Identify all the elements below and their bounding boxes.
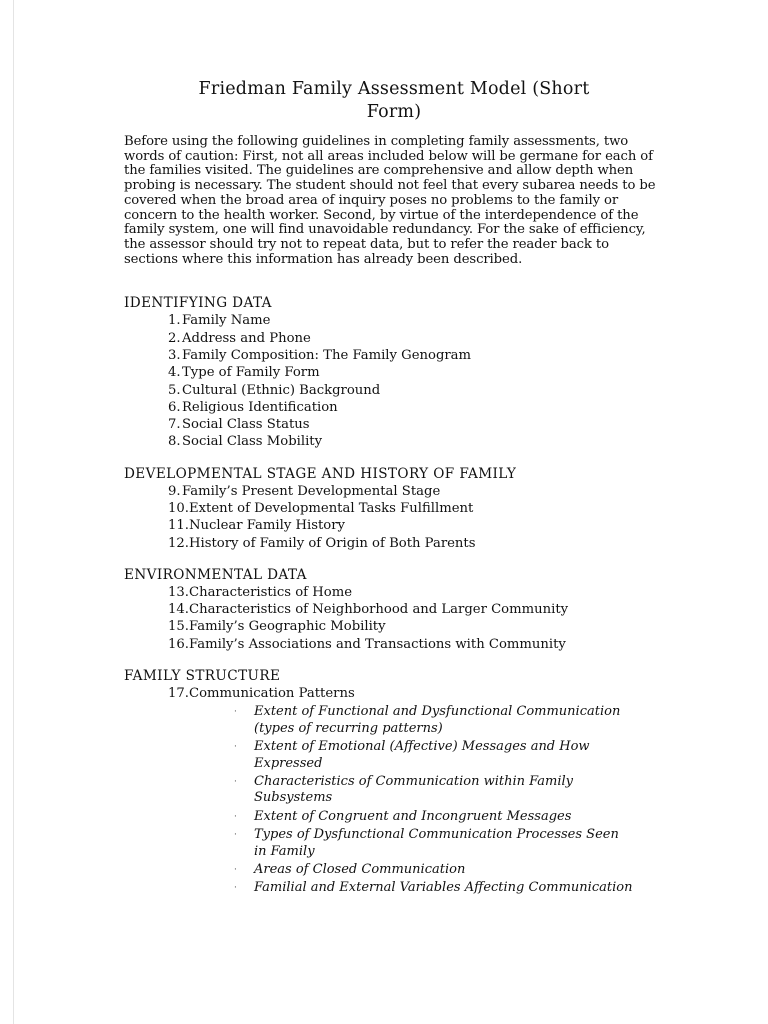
- list-item: [124, 535, 664, 552]
- sub-list-item: [168, 774, 634, 807]
- sub-item-list: [168, 704, 664, 896]
- list-item-label: Family’s Present Developmental Stage: [182, 483, 441, 499]
- bullet-icon: ·: [234, 776, 237, 787]
- list-item-label: Address and Phone: [182, 330, 311, 346]
- section-heading: IDENTIFYING DATA: [124, 295, 272, 312]
- list-item: [124, 584, 664, 601]
- list-item: [124, 636, 664, 653]
- list-item-number: 7.: [168, 417, 181, 433]
- list-item-label: Characteristics of Home: [188, 584, 352, 600]
- sub-list-item-label: Types of Dysfunctional Communication Processes Seen in Family: [254, 827, 619, 859]
- sub-list-item: [168, 880, 634, 897]
- sub-list-item-label: Familial and External Variables Affecting Communication: [254, 880, 633, 896]
- bullet-icon: ·: [234, 883, 237, 894]
- sub-list-item-label: Extent of Functional and Dysfunctional Communication (types of recurring patterns): [254, 704, 621, 736]
- list-item-label: Religious Identification: [182, 399, 338, 415]
- list-item: [124, 399, 664, 416]
- list-item: [124, 347, 664, 364]
- list-item-label: Extent of Developmental Tasks Fulfillment: [188, 501, 474, 516]
- list-item: [124, 685, 664, 897]
- list-item-label: Communication Patterns: [188, 686, 355, 702]
- list-item-label: Nuclear Family History: [188, 518, 345, 534]
- list-item-label: Social Class Mobility: [182, 434, 323, 450]
- bullet-icon: ·: [234, 830, 237, 841]
- bullet-icon: ·: [234, 707, 237, 718]
- list-item-number: 2.: [168, 330, 181, 346]
- list-item-number: 6.: [168, 399, 181, 415]
- page-edge: [13, 0, 14, 1024]
- list-item: [124, 618, 664, 635]
- intro-paragraph: Before using the following guidelines in completing family assessments, two words of caution: First, not all areas included below will be germane for each of the families visited. The guidelines are comprehensive and allow depth when probing is necessary. The student should not feel that every subarea needs to be covered when the broad area of inquiry poses no problems to the family or concern to the health worker. Second, by virtue of the interdependence of the family system, one will find unavoidable redundancy. For the sake of efficiency, the assessor should try not to repeat data, but to refer the reader back to sections where this information has already been described.: [124, 134, 656, 267]
- list-item: [124, 483, 664, 500]
- list-item: [124, 364, 664, 381]
- section: [124, 466, 664, 552]
- list-item-number: 5.: [168, 382, 181, 398]
- list-item: [124, 601, 664, 618]
- list-item-label: Family’s Geographic Mobility: [188, 619, 386, 635]
- section-item-list: [124, 685, 664, 897]
- list-item-number: 16.: [168, 636, 189, 652]
- section-item-list: [124, 584, 664, 653]
- sub-list-item: [168, 862, 634, 879]
- sub-list-item-label: Areas of Closed Communication: [254, 861, 466, 877]
- list-item: [124, 330, 664, 347]
- sub-list-item-label: Characteristics of Communication within Family Subsystems: [254, 773, 574, 806]
- list-item-label: Cultural (Ethnic) Background: [182, 382, 381, 398]
- list-item: [124, 382, 664, 399]
- list-item-number: 11.: [168, 518, 189, 534]
- list-item: [124, 517, 664, 534]
- sub-list-item: [168, 827, 634, 860]
- list-item-label: History of Family of Origin of Both Parents: [188, 535, 476, 551]
- list-item-number: 17.: [168, 686, 189, 702]
- list-item-number: 9.: [168, 483, 181, 499]
- sub-list-item-label: Extent of Congruent and Incongruent Messages: [254, 808, 572, 824]
- list-item: [124, 500, 664, 517]
- section-heading: DEVELOPMENTAL STAGE AND HISTORY OF FAMILY: [124, 465, 517, 482]
- list-item-number: 4.: [168, 365, 181, 381]
- list-item: [124, 416, 664, 433]
- list-item-number: 15.: [168, 619, 189, 635]
- list-item-number: 12.: [168, 535, 189, 551]
- list-item-label: Characteristics of Neighborhood and Larger Community: [188, 602, 569, 618]
- section: [124, 567, 664, 653]
- section-item-list: [124, 312, 664, 450]
- list-item-number: 1.: [168, 313, 181, 329]
- list-item-number: 13.: [168, 584, 189, 600]
- list-item-number: 8.: [168, 434, 181, 450]
- bullet-icon: ·: [234, 811, 237, 822]
- section-heading: FAMILY STRUCTURE: [124, 668, 281, 685]
- list-item-label: Type of Family Form: [182, 365, 320, 381]
- sub-list-item: [168, 704, 634, 737]
- sub-list-item: [168, 739, 634, 772]
- list-item-label: Family’s Associations and Transactions with Community: [188, 636, 566, 652]
- sub-list-item: [168, 809, 634, 826]
- list-item: [124, 312, 664, 329]
- sections-container: [124, 295, 664, 896]
- document-body: [124, 78, 664, 898]
- list-item-number: 14.: [168, 602, 189, 618]
- list-item-label: Family Composition: The Family Genogram: [182, 347, 472, 363]
- list-item-label: Social Class Status: [182, 417, 310, 433]
- bullet-icon: ·: [234, 742, 237, 753]
- list-item-label: Family Name: [182, 313, 271, 329]
- list-item: [124, 433, 664, 450]
- document-title: Friedman Family Assessment Model (Short Form): [198, 79, 590, 122]
- list-item-number: 3.: [168, 347, 181, 363]
- section: [124, 668, 664, 897]
- section: [124, 295, 664, 450]
- section-item-list: [124, 483, 664, 552]
- sub-list-item-label: Extent of Emotional (Affective) Messages and How Expressed: [254, 739, 590, 771]
- list-item-number: 10.: [168, 501, 189, 516]
- bullet-icon: ·: [234, 864, 237, 875]
- section-heading: ENVIRONMENTAL DATA: [124, 566, 307, 583]
